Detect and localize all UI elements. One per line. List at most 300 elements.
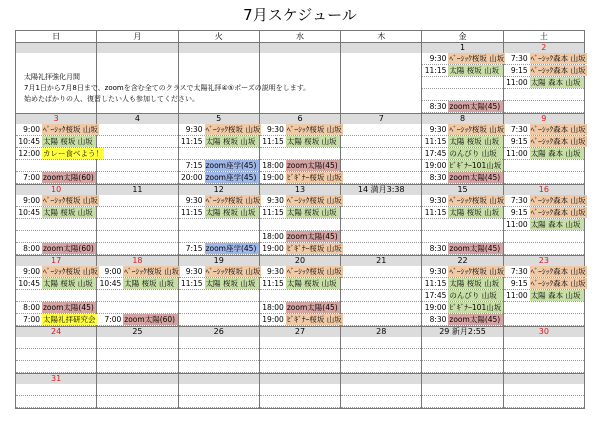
class-name: ﾍﾞｰｼｯｸ桜坂 山坂: [43, 196, 98, 205]
class-slot[interactable]: [504, 53, 584, 65]
class-name: ﾍﾞｰｼｯｸ桜坂 山坂: [43, 125, 98, 134]
day-number: 13: [260, 185, 340, 195]
class-time: [97, 396, 123, 407]
class-name: [205, 314, 259, 325]
class-slot[interactable]: [260, 172, 340, 184]
class-slot: [179, 396, 259, 408]
class-name: zoom太陽(45): [448, 172, 502, 183]
class-name: [205, 290, 259, 301]
day-cell[interactable]: [503, 256, 584, 327]
class-name: [205, 349, 259, 360]
day-number: 27: [260, 327, 340, 337]
weekday-header: 水: [259, 31, 340, 43]
class-name: [530, 384, 584, 395]
class-time: 9:30: [429, 196, 447, 205]
class-name: 太陽 桜坂 山坂: [123, 278, 177, 289]
class-time: 9:15: [510, 137, 528, 146]
class-slot: [97, 396, 177, 408]
class-slot: [16, 219, 96, 231]
class-slot[interactable]: [422, 160, 502, 172]
day-number: [97, 43, 177, 53]
class-name: ﾍﾞｰｼｯｸ桜坂 山坂: [449, 125, 505, 134]
class-time: [422, 219, 448, 230]
class-slot: [179, 337, 259, 349]
day-cell[interactable]: [178, 114, 259, 185]
class-name: zoom太陽(45): [286, 160, 340, 171]
class-slot: [422, 77, 502, 89]
class-name: [367, 160, 421, 171]
class-name: [42, 160, 96, 171]
class-name: [448, 361, 502, 372]
class-name: [286, 219, 340, 230]
class-slot: [260, 290, 340, 302]
class-time: 11:15: [180, 137, 203, 146]
class-slot[interactable]: [422, 53, 505, 65]
class-time: 9:15: [510, 66, 528, 75]
class-slot: [341, 384, 421, 396]
class-slot[interactable]: [16, 148, 103, 160]
class-slot: [260, 396, 340, 408]
day-number: 2: [504, 43, 584, 53]
class-time: [341, 302, 367, 313]
class-name: ﾍﾞｰｼｯｸ桜坂 山坂: [449, 54, 505, 63]
day-number: [341, 43, 421, 53]
day-number: 6: [260, 114, 340, 124]
class-name: [530, 172, 584, 183]
day-number: [260, 374, 340, 384]
day-cell[interactable]: [16, 327, 97, 374]
class-time: [97, 195, 123, 206]
day-cell[interactable]: [503, 43, 584, 114]
day-cell[interactable]: [422, 374, 503, 409]
class-slot: [16, 337, 96, 349]
class-time: 8:30: [429, 315, 447, 324]
class-slot: [341, 349, 421, 361]
day-cell[interactable]: [422, 185, 503, 256]
day-cell[interactable]: [503, 114, 584, 185]
class-name: [42, 337, 96, 348]
class-slot: [341, 396, 421, 408]
class-time: [260, 219, 286, 230]
day-number: [341, 374, 421, 384]
class-name: [367, 172, 421, 183]
class-slot[interactable]: [504, 124, 584, 136]
class-slot: [97, 124, 177, 136]
class-time: [504, 231, 530, 242]
class-name: [123, 243, 177, 254]
class-time: 10:45: [18, 208, 40, 217]
class-slot: [504, 231, 584, 243]
class-time: [341, 124, 367, 135]
class-name: ﾋﾞｷﾞﾅｰ101山坂: [449, 161, 502, 170]
day-cell[interactable]: [178, 256, 259, 327]
class-slot: [97, 243, 177, 255]
class-name: 太陽 桜坂 山坂: [448, 65, 502, 76]
class-time: [341, 148, 367, 159]
class-time: 19:00: [262, 244, 284, 253]
class-name: [530, 337, 584, 348]
day-cell[interactable]: [97, 374, 178, 409]
day-cell[interactable]: [178, 374, 259, 409]
class-time: 19:00: [262, 315, 284, 324]
class-name: [367, 266, 421, 277]
class-name: ﾍﾞｰｼｯｸ森本 山坂: [530, 196, 586, 205]
day-cell[interactable]: [422, 327, 503, 374]
class-slot[interactable]: [504, 195, 584, 207]
class-slot[interactable]: [16, 195, 96, 207]
class-time: 9:00: [104, 267, 122, 276]
class-time: 9:30: [429, 267, 447, 276]
class-slot: [504, 243, 584, 255]
class-name: [448, 231, 502, 242]
class-time: [341, 160, 367, 171]
class-slot[interactable]: [260, 231, 340, 243]
class-slot[interactable]: [16, 302, 96, 314]
day-number: 17: [16, 256, 96, 266]
class-slot[interactable]: [422, 266, 505, 278]
note-line: 太陽礼拝強化月間: [24, 73, 80, 81]
day-cell[interactable]: [97, 185, 178, 256]
day-number: 31: [16, 374, 96, 384]
class-slot: [97, 231, 177, 243]
class-slot: [16, 160, 96, 172]
day-number: 24: [16, 327, 96, 337]
class-name: [448, 384, 502, 395]
class-slot[interactable]: [504, 219, 584, 231]
class-name: ﾍﾞｰｼｯｸ桜坂 山坂: [449, 267, 505, 276]
day-number: 25: [97, 327, 177, 337]
class-slot: [179, 302, 259, 314]
class-slot: [341, 195, 421, 207]
class-slot[interactable]: [422, 290, 502, 302]
class-slot[interactable]: [260, 124, 340, 136]
class-slot: [504, 160, 584, 172]
class-name: ﾍﾞｰｼｯｸ桜坂 山坂: [286, 267, 342, 276]
day-cell[interactable]: [422, 114, 503, 185]
class-time: [341, 337, 367, 348]
day-cell[interactable]: [503, 185, 584, 256]
class-slot[interactable]: [179, 243, 259, 255]
class-name: [205, 219, 259, 230]
class-time: 11:15: [262, 208, 284, 217]
class-time: 19:00: [424, 161, 447, 170]
class-name: [42, 384, 96, 395]
day-cell[interactable]: [259, 374, 340, 409]
day-number: 9: [504, 114, 584, 124]
class-time: 17:45: [424, 149, 447, 158]
class-slot[interactable]: [260, 243, 340, 255]
class-slot[interactable]: [260, 160, 340, 172]
class-name: 太陽 桜坂 山坂: [205, 136, 259, 147]
class-name: [367, 195, 421, 206]
day-cell[interactable]: [259, 327, 340, 374]
class-time: 9:30: [185, 196, 203, 205]
class-slot: [16, 231, 96, 243]
class-name: [123, 160, 177, 171]
class-name: zoom太陽(60): [123, 314, 177, 325]
day-cell[interactable]: [259, 185, 340, 256]
class-name: ﾍﾞｰｼｯｸ桜坂 山坂: [205, 196, 261, 205]
class-time: [179, 337, 205, 348]
weekday-header: 木: [341, 31, 422, 43]
class-slot[interactable]: [179, 124, 259, 136]
class-slot[interactable]: [16, 266, 96, 278]
day-cell[interactable]: [16, 114, 103, 185]
class-name: 太陽 桜坂 山坂: [205, 278, 259, 289]
day-number: 21: [341, 256, 421, 266]
class-time: [16, 231, 42, 242]
class-slot: [341, 302, 421, 314]
class-slot[interactable]: [16, 207, 96, 219]
class-time: 11:00: [506, 149, 528, 158]
class-name: [123, 124, 177, 135]
class-slot: [260, 349, 340, 361]
class-name: 太陽 桜坂 山坂: [448, 136, 502, 147]
class-slot[interactable]: [260, 136, 340, 148]
class-time: [341, 207, 367, 218]
class-time: [97, 219, 123, 230]
class-name: [448, 89, 502, 100]
class-name: [367, 124, 421, 135]
class-time: [260, 361, 286, 372]
class-slot: [504, 396, 584, 408]
class-name: 太陽 桜坂 山坂: [42, 207, 96, 218]
class-slot[interactable]: [97, 314, 177, 326]
class-time: 20:00: [180, 173, 203, 182]
class-name: 太陽礼拝研究会: [43, 315, 96, 324]
class-time: 12:00: [18, 149, 40, 158]
class-time: [422, 384, 448, 395]
class-slot[interactable]: [422, 302, 502, 314]
class-slot[interactable]: [504, 65, 584, 77]
class-name: [530, 160, 584, 171]
day-cell[interactable]: [178, 185, 259, 256]
class-slot: [422, 396, 502, 408]
class-name: [530, 314, 584, 325]
class-time: [179, 290, 205, 301]
day-cell[interactable]: [341, 185, 422, 256]
class-name: [448, 337, 502, 348]
class-name: ﾍﾞｰｼｯｸ森本 山坂: [530, 125, 586, 134]
class-time: 11:15: [424, 279, 447, 288]
class-slot: [504, 89, 584, 101]
class-slot[interactable]: [16, 172, 96, 184]
day-cell[interactable]: [341, 114, 422, 185]
day-cell[interactable]: [259, 114, 340, 185]
class-slot[interactable]: [422, 148, 502, 160]
class-slot: [422, 384, 502, 396]
class-time: 7:00: [23, 315, 40, 324]
class-time: [504, 302, 530, 313]
class-time: [97, 337, 123, 348]
class-time: 7:15: [185, 244, 203, 253]
class-slot[interactable]: [422, 195, 505, 207]
class-time: [341, 349, 367, 360]
class-slot: [341, 124, 421, 136]
class-slot[interactable]: [16, 314, 96, 326]
weekday-header: 土: [503, 31, 584, 43]
class-slot: [341, 337, 421, 349]
day-cell[interactable]: [422, 256, 503, 327]
class-slot[interactable]: [97, 278, 177, 290]
class-slot[interactable]: [504, 290, 584, 302]
class-name: ﾍﾞｰｼｯｸ桜坂 山坂: [43, 267, 98, 276]
class-slot[interactable]: [179, 266, 259, 278]
class-slot: [341, 148, 421, 160]
class-time: 10:45: [18, 279, 40, 288]
day-cell[interactable]: [16, 374, 97, 409]
class-name: ﾋﾞｷﾞﾅｰ桜坂 山坂: [286, 315, 342, 324]
class-slot[interactable]: [179, 278, 259, 290]
class-slot[interactable]: [422, 136, 502, 148]
class-time: [504, 314, 530, 325]
class-time: 7:30: [510, 196, 528, 205]
class-slot[interactable]: [422, 278, 502, 290]
class-name: [42, 349, 96, 360]
weekday-header: 月: [97, 31, 178, 43]
class-name: [367, 231, 421, 242]
class-slot[interactable]: [260, 314, 340, 326]
class-name: zoom太陽(45): [448, 101, 502, 112]
class-name: 太陽 桜坂 山坂: [42, 278, 96, 289]
class-slot[interactable]: [422, 207, 502, 219]
class-slot[interactable]: [16, 124, 96, 136]
class-name: [205, 148, 259, 159]
class-name: [367, 278, 421, 289]
class-slot[interactable]: [16, 136, 96, 148]
class-name: [42, 219, 96, 230]
class-name: zoom太陽(45): [448, 243, 502, 254]
class-slot[interactable]: [422, 314, 502, 326]
day-number: 15: [422, 185, 502, 195]
class-slot: [422, 231, 502, 243]
class-time: 9:30: [267, 196, 284, 205]
class-slot[interactable]: [504, 278, 584, 290]
class-name: [123, 349, 177, 360]
class-slot[interactable]: [179, 172, 259, 184]
class-time: [16, 396, 42, 407]
day-cell[interactable]: [259, 256, 340, 327]
class-name: ﾍﾞｰｼｯｸ桜坂 山坂: [286, 125, 342, 134]
class-time: [422, 337, 448, 348]
class-time: 7:00: [104, 315, 122, 324]
class-time: [341, 384, 367, 395]
day-cell[interactable]: [422, 43, 503, 114]
class-slot[interactable]: [260, 195, 340, 207]
class-slot[interactable]: [260, 302, 340, 314]
class-slot[interactable]: [260, 278, 340, 290]
day-cell[interactable]: [341, 327, 422, 374]
day-cell[interactable]: [16, 185, 97, 256]
class-time: [97, 361, 123, 372]
class-slot[interactable]: [422, 124, 505, 136]
class-name: [530, 302, 584, 313]
class-slot: [504, 337, 584, 349]
class-slot: [422, 89, 502, 101]
day-cell[interactable]: [341, 256, 422, 327]
class-slot[interactable]: [504, 266, 584, 278]
day-cell[interactable]: [503, 374, 584, 409]
class-slot[interactable]: [97, 266, 180, 278]
class-slot[interactable]: [260, 266, 340, 278]
class-name: [123, 148, 177, 159]
class-name: [367, 384, 421, 395]
class-slot[interactable]: [179, 195, 259, 207]
class-slot[interactable]: [179, 136, 259, 148]
class-time: [97, 290, 123, 301]
class-name: ﾍﾞｰｼｯｸ桜坂 山坂: [205, 267, 261, 276]
class-slot[interactable]: [504, 207, 584, 219]
day-number: 22: [422, 256, 502, 266]
class-time: 9:15: [510, 279, 528, 288]
day-number: 14 満月3:38: [341, 185, 421, 195]
class-name: ﾍﾞｰｼｯｸ森本 山坂: [530, 279, 586, 288]
class-time: [341, 231, 367, 242]
class-slot: [97, 349, 177, 361]
class-time: 9:00: [23, 125, 40, 134]
day-cell[interactable]: [178, 327, 259, 374]
day-cell[interactable]: [341, 374, 422, 409]
class-time: [179, 384, 205, 395]
class-slot: [97, 136, 177, 148]
class-slot[interactable]: [504, 148, 584, 160]
day-cell[interactable]: [97, 256, 178, 327]
class-name: [286, 396, 340, 407]
class-name: ﾍﾞｰｼｯｸ森本 山坂: [530, 137, 586, 146]
day-number: [179, 43, 259, 53]
class-slot[interactable]: [422, 65, 502, 77]
class-time: [341, 314, 367, 325]
class-slot: [341, 136, 421, 148]
notes: [24, 72, 404, 105]
class-slot[interactable]: [260, 207, 340, 219]
class-name: [448, 219, 502, 230]
day-cell[interactable]: [97, 327, 178, 374]
class-name: カレー食べよう！: [43, 149, 103, 158]
class-time: [260, 148, 286, 159]
class-name: 太陽 桜坂 山坂: [286, 136, 340, 147]
class-name: [123, 396, 177, 407]
day-number: 5: [179, 114, 259, 124]
class-slot[interactable]: [16, 243, 96, 255]
class-slot[interactable]: [422, 243, 502, 255]
class-time: [422, 396, 448, 407]
class-time: [179, 349, 205, 360]
day-cell[interactable]: [503, 327, 584, 374]
class-slot: [260, 148, 340, 160]
day-cell[interactable]: [16, 256, 97, 327]
day-cell[interactable]: [97, 114, 178, 185]
class-slot[interactable]: [179, 207, 259, 219]
class-slot: [97, 302, 177, 314]
class-time: 7:00: [23, 173, 40, 182]
class-slot: [504, 384, 584, 396]
class-slot[interactable]: [504, 136, 584, 148]
class-slot[interactable]: [179, 160, 259, 172]
class-time: 11:15: [424, 208, 447, 217]
class-name: ﾍﾞｰｼｯｸ森本 山坂: [530, 267, 586, 276]
class-time: [179, 148, 205, 159]
class-slot[interactable]: [16, 278, 96, 290]
class-slot[interactable]: [504, 77, 584, 89]
class-slot: [16, 349, 96, 361]
class-slot[interactable]: [422, 172, 502, 184]
class-slot: [341, 361, 421, 373]
class-slot[interactable]: [422, 101, 502, 113]
class-time: [97, 172, 123, 183]
class-name: [448, 396, 502, 407]
class-time: [341, 195, 367, 206]
